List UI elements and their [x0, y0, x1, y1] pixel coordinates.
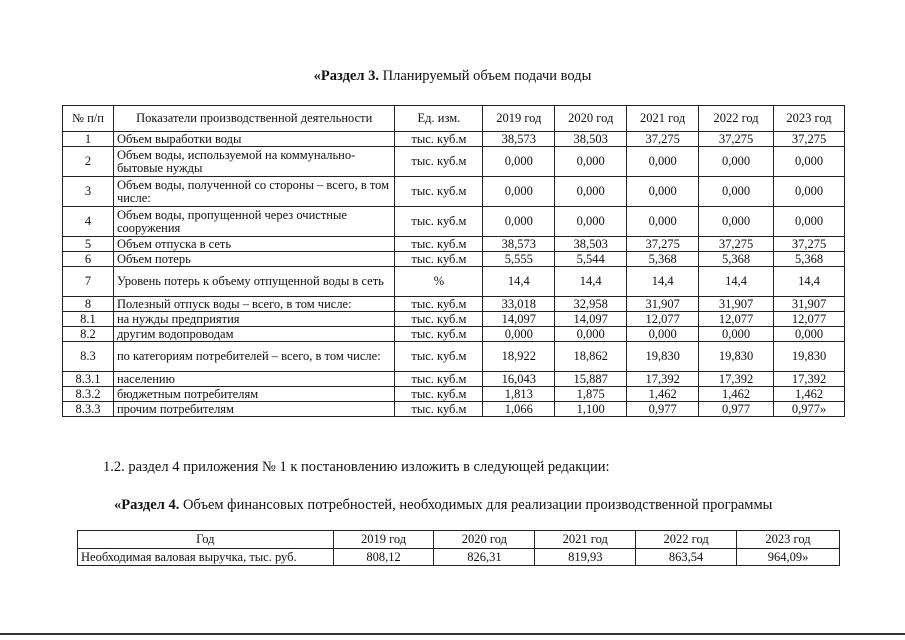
table-row [63, 132, 845, 147]
unit-cell: тыс. куб.м [395, 132, 483, 147]
table-header-row [63, 106, 845, 132]
unit-cell: тыс. куб.м [395, 297, 483, 312]
table-row [63, 387, 845, 402]
value-cell: 0,000 [555, 327, 627, 342]
row-number: 4 [63, 207, 114, 237]
table-row [63, 147, 845, 177]
value-cell: 5,368 [699, 252, 774, 267]
value-cell: 14,4 [555, 267, 627, 297]
value-cell: 0,000 [555, 177, 627, 207]
section4-title-text: Объем финансовых потребностей, необходимых для реализации производственной программы [179, 497, 773, 513]
table-row [63, 267, 845, 297]
page-bottom-rule [0, 633, 905, 635]
column-header: 2022 год [636, 531, 737, 549]
column-header: 2023 год [737, 531, 840, 549]
value-cell: 0,000 [555, 207, 627, 237]
row-number: 8 [63, 297, 114, 312]
column-header: № п/п [63, 106, 114, 132]
value-cell: 14,4 [774, 267, 845, 297]
table-row [63, 312, 845, 327]
row-label: Необходимая валовая выручка, тыс. руб. [78, 549, 334, 566]
value-cell: 31,907 [699, 297, 774, 312]
column-header: Год [78, 531, 334, 549]
value-cell: 17,392 [774, 372, 845, 387]
unit-cell: тыс. куб.м [395, 252, 483, 267]
value-cell: 819,93 [535, 549, 636, 566]
indicator-name: населению [113, 372, 395, 387]
value-cell: 37,275 [627, 132, 699, 147]
value-cell: 14,097 [555, 312, 627, 327]
section4-title-number: «Раздел 4. [114, 497, 180, 513]
value-cell: 32,958 [555, 297, 627, 312]
value-cell: 14,4 [483, 267, 555, 297]
value-cell: 5,368 [774, 252, 845, 267]
indicator-name: Полезный отпуск воды – всего, в том числе: [113, 297, 395, 312]
table-row [63, 372, 845, 387]
row-number: 1 [63, 132, 114, 147]
indicator-name: Объем выработки воды [113, 132, 395, 147]
value-cell: 0,000 [627, 177, 699, 207]
table-row [63, 342, 845, 372]
value-cell: 0,000 [699, 177, 774, 207]
unit-cell: тыс. куб.м [395, 207, 483, 237]
column-header: 2023 год [774, 106, 845, 132]
value-cell: 0,000 [627, 327, 699, 342]
value-cell: 37,275 [699, 237, 774, 252]
value-cell: 15,887 [555, 372, 627, 387]
value-cell: 0,000 [774, 327, 845, 342]
value-cell: 5,368 [627, 252, 699, 267]
row-number: 2 [63, 147, 114, 177]
indicator-name: бюджетным потребителям [113, 387, 395, 402]
value-cell: 12,077 [627, 312, 699, 327]
value-cell: 0,000 [483, 207, 555, 237]
unit-cell: тыс. куб.м [395, 327, 483, 342]
indicator-name: прочим потребителям [113, 402, 395, 417]
row-number: 7 [63, 267, 114, 297]
column-header: 2020 год [434, 531, 535, 549]
value-cell: 17,392 [699, 372, 774, 387]
table-row [63, 177, 845, 207]
column-header: 2019 год [483, 106, 555, 132]
value-cell: 0,000 [627, 147, 699, 177]
value-cell: 19,830 [774, 342, 845, 372]
value-cell: 19,830 [627, 342, 699, 372]
value-cell: 0,000 [483, 177, 555, 207]
unit-cell: тыс. куб.м [395, 147, 483, 177]
value-cell: 0,977» [774, 402, 845, 417]
indicator-name: Уровень потерь к объему отпущенной воды в сеть [113, 267, 395, 297]
value-cell: 0,000 [699, 207, 774, 237]
table-row [63, 252, 845, 267]
row-number: 5 [63, 237, 114, 252]
row-number: 8.1 [63, 312, 114, 327]
row-number: 8.3.2 [63, 387, 114, 402]
indicator-name: Объем воды, полученной со стороны – всего, в том числе: [113, 177, 395, 207]
indicator-name: на нужды предприятия [113, 312, 395, 327]
section3-title-number: «Раздел 3. [313, 68, 379, 84]
indicator-name: Объем отпуска в сеть [113, 237, 395, 252]
indicator-name: Объем воды, используемой на коммунально-бытовые нужды [113, 147, 395, 177]
value-cell: 38,503 [555, 132, 627, 147]
value-cell: 38,573 [483, 237, 555, 252]
table-row [63, 297, 845, 312]
table-row [63, 402, 845, 417]
water-supply-table [62, 105, 845, 417]
table-body [63, 132, 845, 417]
value-cell: 1,813 [483, 387, 555, 402]
column-header: Ед. изм. [395, 106, 483, 132]
value-cell: 1,462 [699, 387, 774, 402]
value-cell: 0,000 [774, 147, 845, 177]
unit-cell: тыс. куб.м [395, 342, 483, 372]
column-header: 2022 год [699, 106, 774, 132]
value-cell: 37,275 [774, 237, 845, 252]
unit-cell: тыс. куб.м [395, 177, 483, 207]
row-number: 8.3.1 [63, 372, 114, 387]
value-cell: 0,977 [627, 402, 699, 417]
column-header: 2021 год [627, 106, 699, 132]
value-cell: 16,043 [483, 372, 555, 387]
unit-cell: тыс. куб.м [395, 372, 483, 387]
value-cell: 37,275 [699, 132, 774, 147]
column-header: 2019 год [333, 531, 434, 549]
value-cell: 37,275 [774, 132, 845, 147]
indicator-name: Объем потерь [113, 252, 395, 267]
value-cell: 0,000 [555, 147, 627, 177]
value-cell: 14,4 [699, 267, 774, 297]
unit-cell: % [395, 267, 483, 297]
financial-needs-table [77, 530, 840, 566]
value-cell: 31,907 [627, 297, 699, 312]
indicator-name: другим водопроводам [113, 327, 395, 342]
value-cell: 18,922 [483, 342, 555, 372]
value-cell: 5,555 [483, 252, 555, 267]
value-cell: 5,544 [555, 252, 627, 267]
value-cell: 37,275 [627, 237, 699, 252]
value-cell: 1,100 [555, 402, 627, 417]
value-cell: 14,4 [627, 267, 699, 297]
row-number: 8.2 [63, 327, 114, 342]
column-header: Показатели производственной деятельности [113, 106, 395, 132]
section3-title-text: Планируемый объем подачи воды [378, 68, 592, 84]
unit-cell: тыс. куб.м [395, 312, 483, 327]
value-cell: 964,09» [737, 549, 840, 566]
row-number: 8.3.3 [63, 402, 114, 417]
value-cell: 1,462 [627, 387, 699, 402]
value-cell: 31,907 [774, 297, 845, 312]
unit-cell: тыс. куб.м [395, 237, 483, 252]
value-cell: 0,000 [699, 327, 774, 342]
value-cell: 0,000 [774, 207, 845, 237]
value-cell: 19,830 [699, 342, 774, 372]
table-row [78, 549, 840, 566]
row-number: 6 [63, 252, 114, 267]
value-cell: 0,000 [483, 327, 555, 342]
value-cell: 863,54 [636, 549, 737, 566]
value-cell: 0,000 [699, 147, 774, 177]
indicator-name: Объем воды, пропущенной через очистные сооружения [113, 207, 395, 237]
value-cell: 1,462 [774, 387, 845, 402]
table-row [63, 237, 845, 252]
row-number: 8.3 [63, 342, 114, 372]
table-header-row [78, 531, 840, 549]
value-cell: 0,000 [774, 177, 845, 207]
paragraph-1-2: 1.2. раздел 4 приложения № 1 к постановлению изложить в следующей редакции: [103, 459, 610, 475]
section4-title [114, 497, 772, 514]
value-cell: 17,392 [627, 372, 699, 387]
value-cell: 38,573 [483, 132, 555, 147]
value-cell: 33,018 [483, 297, 555, 312]
value-cell: 14,097 [483, 312, 555, 327]
value-cell: 826,31 [434, 549, 535, 566]
unit-cell: тыс. куб.м [395, 402, 483, 417]
table-row [63, 207, 845, 237]
value-cell: 0,000 [627, 207, 699, 237]
unit-cell: тыс. куб.м [395, 387, 483, 402]
table-row [63, 327, 845, 342]
value-cell: 1,066 [483, 402, 555, 417]
column-header: 2021 год [535, 531, 636, 549]
row-number: 3 [63, 177, 114, 207]
value-cell: 12,077 [699, 312, 774, 327]
value-cell: 0,000 [483, 147, 555, 177]
indicator-name: по категориям потребителей – всего, в том числе: [113, 342, 395, 372]
value-cell: 38,503 [555, 237, 627, 252]
value-cell: 12,077 [774, 312, 845, 327]
value-cell: 808,12 [333, 549, 434, 566]
column-header: 2020 год [555, 106, 627, 132]
value-cell: 18,862 [555, 342, 627, 372]
value-cell: 0,977 [699, 402, 774, 417]
section3-title [0, 68, 905, 85]
value-cell: 1,875 [555, 387, 627, 402]
